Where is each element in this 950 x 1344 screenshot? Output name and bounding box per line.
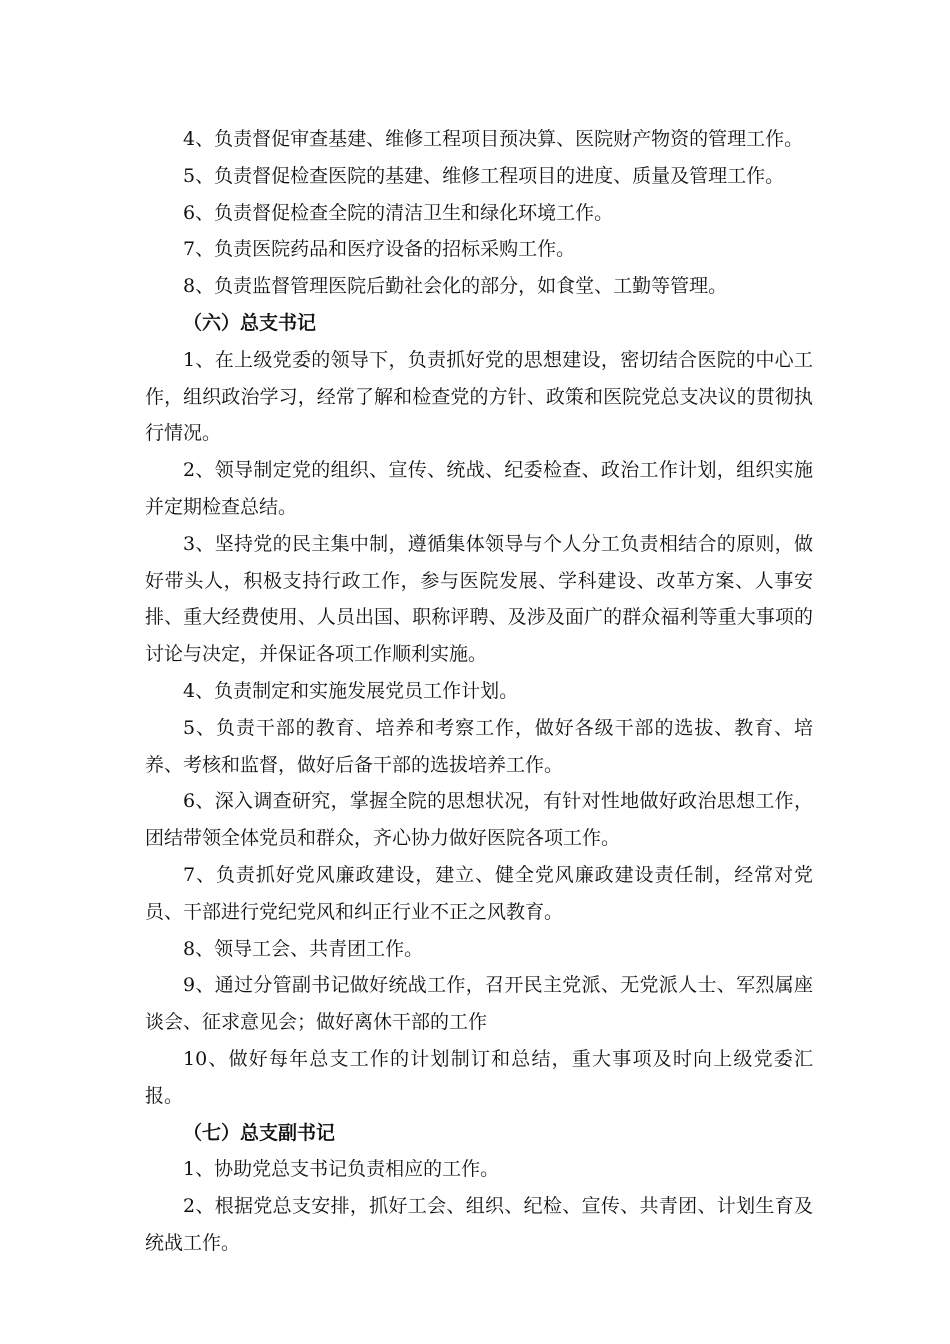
paragraph: 6、负责督促检查全院的清洁卫生和绿化环境工作。: [183, 201, 614, 224]
paragraph: 7、负责抓好党风廉政建设，建立、健全党风廉政建设责任制，经常对党员、干部进行党纪党风和纠正行业不正之风教育。: [145, 863, 813, 923]
paragraph: 2、根据党总支安排，抓好工会、组织、纪检、宣传、共青团、计划生育及统战工作。: [145, 1195, 813, 1254]
paragraph: 5、负责督促检查医院的基建、维修工程项目的进度、质量及管理工作。: [183, 164, 785, 187]
paragraph: 7、负责医院药品和医疗设备的招标采购工作。: [183, 238, 576, 261]
paragraph: 8、领导工会、共青团工作。: [183, 937, 424, 960]
paragraph: 2、领导制定党的组织、宣传、统战、纪委检查、政治工作计划，组织实施并定期检查总结。: [145, 459, 813, 518]
paragraph: 9、通过分管副书记做好统战工作，召开民主党派、无党派人士、军烈属座谈会、征求意见会；做好离休干部的工作: [145, 974, 813, 1034]
paragraph: 6、深入调查研究，掌握全院的思想状况，有针对性地做好政治思想工作，团结带领全体党员和群众，齐心协力做好医院各项工作。: [145, 790, 813, 850]
paragraph: 8、负责监督管理医院后勤社会化的部分，如食堂、工勤等管理。: [183, 275, 728, 298]
paragraph: 10、做好每年总支工作的计划制订和总结，重大事项及时向上级党委汇报。: [145, 1047, 813, 1107]
section-heading: （六）总支书记: [183, 311, 317, 334]
paragraph: 4、负责督促审查基建、维修工程项目预决算、医院财产物资的管理工作。: [183, 128, 804, 150]
paragraph: 5、负责干部的教育、培养和考察工作，做好各级干部的选拔、教育、培养、考核和监督，做好后备干部的选拔培养工作。: [145, 716, 813, 776]
section-heading: （七）总支副书记: [183, 1121, 336, 1144]
paragraph: 1、协助党总支书记负责相应的工作。: [183, 1158, 500, 1181]
paragraph: 1、在上级党委的领导下，负责抓好党的思想建设，密切结合医院的中心工作，组织政治学习，经常了解和检查党的方针、政策和医院党总支决议的贯彻执行情况。: [145, 348, 813, 445]
paragraph: 4、负责制定和实施发展党员工作计划。: [183, 679, 519, 702]
paragraph: 3、坚持党的民主集中制，遵循集体领导与个人分工负责相结合的原则，做好带头人，积极支持行政工作，参与医院发展、学科建设、改革方案、人事安排、重大经费使用、人员出国、职称评聘、及涉及面广的群众福利等重大事项的讨论与决定，并保证各项工作顺利实施。: [145, 532, 813, 666]
document-body: [145, 121, 813, 1262]
